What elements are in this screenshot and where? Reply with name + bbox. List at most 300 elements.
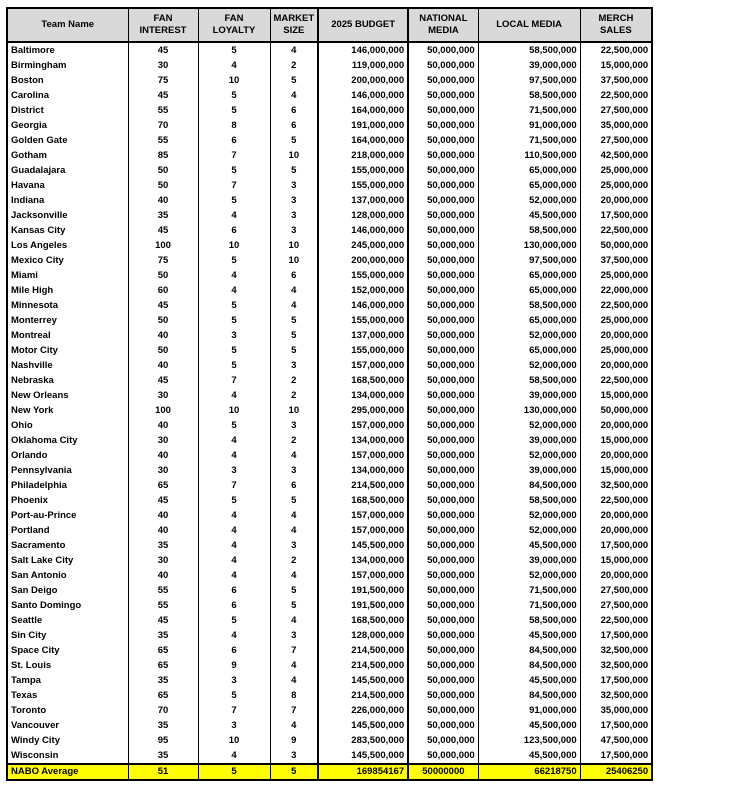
cell-budget: 157,000,000 bbox=[318, 568, 408, 583]
cell-team-name: Nebraska bbox=[11, 374, 54, 386]
cell-fan-loyalty: 4 bbox=[198, 58, 270, 73]
table-row bbox=[7, 358, 652, 373]
cell-local-media: 52,000,000 bbox=[478, 523, 580, 538]
cell-fan-loyalty: 4 bbox=[198, 553, 270, 568]
table-row bbox=[7, 118, 652, 133]
average-budget: 169854167 bbox=[318, 764, 408, 780]
cell-fan-loyalty: 7 bbox=[198, 178, 270, 193]
cell-market-size: 7 bbox=[270, 643, 318, 658]
table-row bbox=[7, 688, 652, 703]
cell-merch-sales: 20,000,000 bbox=[580, 193, 652, 208]
cell-budget: 168,500,000 bbox=[318, 613, 408, 628]
cell-fan-loyalty: 3 bbox=[198, 673, 270, 688]
cell-market-size: 4 bbox=[270, 283, 318, 298]
cell-fan-interest: 40 bbox=[128, 358, 198, 373]
cell-merch-sales: 15,000,000 bbox=[580, 388, 652, 403]
cell-fan-interest: 30 bbox=[128, 388, 198, 403]
cell-national-media: 50,000,000 bbox=[408, 73, 478, 88]
cell-market-size: 4 bbox=[270, 568, 318, 583]
table-row bbox=[7, 523, 652, 538]
table-row bbox=[7, 133, 652, 148]
cell-fan-interest: 65 bbox=[128, 688, 198, 703]
table-row bbox=[7, 343, 652, 358]
cell-fan-interest: 30 bbox=[128, 433, 198, 448]
cell-national-media: 50,000,000 bbox=[408, 613, 478, 628]
cell-fan-interest: 45 bbox=[128, 493, 198, 508]
cell-team-name: Space City bbox=[11, 644, 60, 656]
cell-local-media: 110,500,000 bbox=[478, 148, 580, 163]
cell-market-size: 5 bbox=[270, 493, 318, 508]
cell-team-name: Georgia bbox=[11, 119, 47, 131]
cell-market-size: 4 bbox=[270, 508, 318, 523]
cell-fan-loyalty: 7 bbox=[198, 703, 270, 718]
table-row bbox=[7, 463, 652, 478]
cell-fan-loyalty: 6 bbox=[198, 133, 270, 148]
cell-national-media: 50,000,000 bbox=[408, 358, 478, 373]
table-row bbox=[7, 748, 652, 764]
cell-merch-sales: 17,500,000 bbox=[580, 748, 652, 764]
cell-budget: 214,500,000 bbox=[318, 478, 408, 493]
cell-local-media: 52,000,000 bbox=[478, 358, 580, 373]
cell-local-media: 130,000,000 bbox=[478, 238, 580, 253]
cell-fan-interest: 35 bbox=[128, 748, 198, 764]
cell-national-media: 50,000,000 bbox=[408, 283, 478, 298]
cell-team-name: District bbox=[11, 104, 44, 116]
cell-fan-loyalty: 4 bbox=[198, 388, 270, 403]
cell-fan-interest: 40 bbox=[128, 523, 198, 538]
cell-fan-interest: 35 bbox=[128, 628, 198, 643]
cell-team-name: Sacramento bbox=[11, 539, 66, 551]
cell-merch-sales: 50,000,000 bbox=[580, 238, 652, 253]
cell-budget: 146,000,000 bbox=[318, 223, 408, 238]
cell-merch-sales: 25,000,000 bbox=[580, 163, 652, 178]
cell-local-media: 84,500,000 bbox=[478, 688, 580, 703]
cell-fan-interest: 100 bbox=[128, 403, 198, 418]
cell-market-size: 3 bbox=[270, 193, 318, 208]
cell-local-media: 84,500,000 bbox=[478, 643, 580, 658]
cell-budget: 200,000,000 bbox=[318, 73, 408, 88]
cell-team-name: San Deigo bbox=[11, 584, 58, 596]
cell-local-media: 58,500,000 bbox=[478, 42, 580, 58]
cell-budget: 155,000,000 bbox=[318, 343, 408, 358]
cell-market-size: 5 bbox=[270, 133, 318, 148]
cell-national-media: 50,000,000 bbox=[408, 343, 478, 358]
cell-team-name: Baltimore bbox=[11, 44, 55, 56]
cell-fan-interest: 65 bbox=[128, 658, 198, 673]
cell-merch-sales: 15,000,000 bbox=[580, 58, 652, 73]
cell-fan-loyalty: 9 bbox=[198, 658, 270, 673]
table-row bbox=[7, 613, 652, 628]
cell-merch-sales: 22,500,000 bbox=[580, 373, 652, 388]
cell-team-name: Carolina bbox=[11, 89, 50, 101]
header-merch-sales: MERCH SALES bbox=[580, 8, 652, 42]
cell-national-media: 50,000,000 bbox=[408, 298, 478, 313]
cell-national-media: 50,000,000 bbox=[408, 748, 478, 764]
cell-local-media: 58,500,000 bbox=[478, 88, 580, 103]
average-fan-loyalty: 5 bbox=[198, 764, 270, 780]
cell-fan-interest: 45 bbox=[128, 373, 198, 388]
cell-budget: 146,000,000 bbox=[318, 88, 408, 103]
cell-market-size: 8 bbox=[270, 688, 318, 703]
cell-budget: 155,000,000 bbox=[318, 163, 408, 178]
cell-team-name: New Orleans bbox=[11, 389, 69, 401]
cell-fan-interest: 45 bbox=[128, 88, 198, 103]
cell-merch-sales: 22,500,000 bbox=[580, 88, 652, 103]
cell-local-media: 52,000,000 bbox=[478, 418, 580, 433]
cell-budget: 168,500,000 bbox=[318, 493, 408, 508]
cell-market-size: 3 bbox=[270, 748, 318, 764]
table-row bbox=[7, 718, 652, 733]
cell-merch-sales: 15,000,000 bbox=[580, 553, 652, 568]
table-row bbox=[7, 283, 652, 298]
cell-market-size: 4 bbox=[270, 523, 318, 538]
table-row bbox=[7, 42, 652, 58]
cell-merch-sales: 32,500,000 bbox=[580, 658, 652, 673]
average-label: NABO Average bbox=[7, 764, 128, 780]
cell-market-size: 2 bbox=[270, 553, 318, 568]
cell-fan-loyalty: 5 bbox=[198, 88, 270, 103]
cell-team-name: Indiana bbox=[11, 194, 45, 206]
cell-fan-interest: 50 bbox=[128, 313, 198, 328]
cell-local-media: 123,500,000 bbox=[478, 733, 580, 748]
cell-national-media: 50,000,000 bbox=[408, 508, 478, 523]
cell-budget: 145,500,000 bbox=[318, 748, 408, 764]
cell-team-name: Guadalajara bbox=[11, 164, 66, 176]
cell-budget: 119,000,000 bbox=[318, 58, 408, 73]
cell-team-name: Mexico City bbox=[11, 254, 64, 266]
cell-fan-interest: 40 bbox=[128, 328, 198, 343]
cell-team-name: Sin City bbox=[11, 629, 47, 641]
cell-budget: 152,000,000 bbox=[318, 283, 408, 298]
cell-local-media: 65,000,000 bbox=[478, 268, 580, 283]
cell-national-media: 50,000,000 bbox=[408, 628, 478, 643]
cell-budget: 157,000,000 bbox=[318, 448, 408, 463]
cell-national-media: 50,000,000 bbox=[408, 88, 478, 103]
cell-budget: 134,000,000 bbox=[318, 388, 408, 403]
table-row bbox=[7, 373, 652, 388]
cell-market-size: 3 bbox=[270, 628, 318, 643]
cell-fan-loyalty: 4 bbox=[198, 268, 270, 283]
cell-market-size: 5 bbox=[270, 583, 318, 598]
cell-merch-sales: 25,000,000 bbox=[580, 313, 652, 328]
cell-budget: 137,000,000 bbox=[318, 328, 408, 343]
cell-merch-sales: 22,500,000 bbox=[580, 613, 652, 628]
cell-fan-interest: 35 bbox=[128, 538, 198, 553]
cell-national-media: 50,000,000 bbox=[408, 238, 478, 253]
cell-fan-loyalty: 4 bbox=[198, 748, 270, 764]
table-row bbox=[7, 628, 652, 643]
cell-local-media: 84,500,000 bbox=[478, 658, 580, 673]
cell-budget: 245,000,000 bbox=[318, 238, 408, 253]
cell-budget: 134,000,000 bbox=[318, 553, 408, 568]
cell-team-name: Birmingham bbox=[11, 59, 67, 71]
cell-national-media: 50,000,000 bbox=[408, 223, 478, 238]
average-merch-sales: 25406250 bbox=[580, 764, 652, 780]
table-row bbox=[7, 268, 652, 283]
cell-national-media: 50,000,000 bbox=[408, 133, 478, 148]
cell-national-media: 50,000,000 bbox=[408, 523, 478, 538]
cell-national-media: 50,000,000 bbox=[408, 553, 478, 568]
table-row bbox=[7, 493, 652, 508]
table-row bbox=[7, 643, 652, 658]
cell-team-name: Tampa bbox=[11, 674, 41, 686]
cell-fan-interest: 30 bbox=[128, 58, 198, 73]
cell-fan-interest: 65 bbox=[128, 643, 198, 658]
cell-merch-sales: 20,000,000 bbox=[580, 448, 652, 463]
cell-fan-loyalty: 4 bbox=[198, 628, 270, 643]
cell-fan-loyalty: 6 bbox=[198, 598, 270, 613]
cell-budget: 145,500,000 bbox=[318, 538, 408, 553]
cell-team-name: Gotham bbox=[11, 149, 47, 161]
cell-local-media: 71,500,000 bbox=[478, 133, 580, 148]
cell-merch-sales: 27,500,000 bbox=[580, 103, 652, 118]
cell-budget: 155,000,000 bbox=[318, 178, 408, 193]
cell-local-media: 65,000,000 bbox=[478, 313, 580, 328]
cell-local-media: 130,000,000 bbox=[478, 403, 580, 418]
cell-local-media: 45,500,000 bbox=[478, 628, 580, 643]
cell-national-media: 50,000,000 bbox=[408, 673, 478, 688]
table-row bbox=[7, 253, 652, 268]
cell-budget: 295,000,000 bbox=[318, 403, 408, 418]
table-row bbox=[7, 208, 652, 223]
cell-merch-sales: 32,500,000 bbox=[580, 643, 652, 658]
cell-budget: 146,000,000 bbox=[318, 298, 408, 313]
cell-team-name: Phoenix bbox=[11, 494, 48, 506]
cell-budget: 214,500,000 bbox=[318, 643, 408, 658]
cell-team-name: Havana bbox=[11, 179, 45, 191]
cell-fan-interest: 55 bbox=[128, 583, 198, 598]
cell-merch-sales: 37,500,000 bbox=[580, 73, 652, 88]
cell-market-size: 5 bbox=[270, 163, 318, 178]
cell-fan-interest: 100 bbox=[128, 238, 198, 253]
table-row bbox=[7, 448, 652, 463]
cell-fan-interest: 35 bbox=[128, 673, 198, 688]
cell-market-size: 6 bbox=[270, 268, 318, 283]
cell-budget: 134,000,000 bbox=[318, 463, 408, 478]
cell-market-size: 6 bbox=[270, 103, 318, 118]
header-national-media: NATIONAL MEDIA bbox=[408, 8, 478, 42]
cell-national-media: 50,000,000 bbox=[408, 493, 478, 508]
cell-team-name: Miami bbox=[11, 269, 38, 281]
cell-market-size: 3 bbox=[270, 178, 318, 193]
table-row bbox=[7, 103, 652, 118]
cell-market-size: 6 bbox=[270, 118, 318, 133]
header-budget: 2025 BUDGET bbox=[318, 8, 408, 42]
table-row bbox=[7, 73, 652, 88]
cell-budget: 214,500,000 bbox=[318, 658, 408, 673]
cell-merch-sales: 27,500,000 bbox=[580, 583, 652, 598]
cell-local-media: 45,500,000 bbox=[478, 208, 580, 223]
cell-national-media: 50,000,000 bbox=[408, 328, 478, 343]
cell-fan-interest: 75 bbox=[128, 73, 198, 88]
cell-market-size: 3 bbox=[270, 208, 318, 223]
cell-team-name: Minnesota bbox=[11, 299, 58, 311]
cell-budget: 168,500,000 bbox=[318, 373, 408, 388]
cell-fan-loyalty: 6 bbox=[198, 583, 270, 598]
cell-fan-interest: 75 bbox=[128, 253, 198, 268]
cell-local-media: 71,500,000 bbox=[478, 598, 580, 613]
cell-budget: 137,000,000 bbox=[318, 193, 408, 208]
cell-fan-loyalty: 5 bbox=[198, 163, 270, 178]
cell-budget: 191,500,000 bbox=[318, 598, 408, 613]
cell-fan-interest: 55 bbox=[128, 103, 198, 118]
cell-team-name: Seattle bbox=[11, 614, 43, 626]
cell-fan-interest: 40 bbox=[128, 508, 198, 523]
cell-fan-interest: 50 bbox=[128, 178, 198, 193]
cell-local-media: 45,500,000 bbox=[478, 718, 580, 733]
cell-market-size: 5 bbox=[270, 343, 318, 358]
cell-merch-sales: 22,500,000 bbox=[580, 42, 652, 58]
cell-national-media: 50,000,000 bbox=[408, 148, 478, 163]
cell-local-media: 52,000,000 bbox=[478, 193, 580, 208]
table-row bbox=[7, 298, 652, 313]
table-row bbox=[7, 733, 652, 748]
cell-merch-sales: 20,000,000 bbox=[580, 508, 652, 523]
cell-national-media: 50,000,000 bbox=[408, 418, 478, 433]
cell-local-media: 58,500,000 bbox=[478, 493, 580, 508]
cell-market-size: 10 bbox=[270, 403, 318, 418]
table-row bbox=[7, 238, 652, 253]
cell-local-media: 58,500,000 bbox=[478, 373, 580, 388]
cell-market-size: 4 bbox=[270, 658, 318, 673]
cell-fan-loyalty: 5 bbox=[198, 343, 270, 358]
cell-fan-loyalty: 4 bbox=[198, 568, 270, 583]
cell-national-media: 50,000,000 bbox=[408, 178, 478, 193]
cell-local-media: 39,000,000 bbox=[478, 553, 580, 568]
cell-fan-loyalty: 5 bbox=[198, 42, 270, 58]
table-row bbox=[7, 313, 652, 328]
cell-market-size: 4 bbox=[270, 42, 318, 58]
cell-market-size: 6 bbox=[270, 478, 318, 493]
cell-budget: 157,000,000 bbox=[318, 418, 408, 433]
cell-market-size: 5 bbox=[270, 73, 318, 88]
cell-team-name: Windy City bbox=[11, 734, 60, 746]
table-row bbox=[7, 328, 652, 343]
cell-merch-sales: 20,000,000 bbox=[580, 328, 652, 343]
cell-market-size: 2 bbox=[270, 388, 318, 403]
cell-fan-loyalty: 10 bbox=[198, 238, 270, 253]
cell-fan-loyalty: 5 bbox=[198, 493, 270, 508]
cell-fan-loyalty: 5 bbox=[198, 688, 270, 703]
cell-merch-sales: 50,000,000 bbox=[580, 403, 652, 418]
cell-fan-interest: 40 bbox=[128, 448, 198, 463]
cell-budget: 157,000,000 bbox=[318, 508, 408, 523]
table-row bbox=[7, 703, 652, 718]
cell-fan-interest: 70 bbox=[128, 118, 198, 133]
cell-local-media: 39,000,000 bbox=[478, 463, 580, 478]
cell-team-name: Pennsylvania bbox=[11, 464, 72, 476]
cell-fan-loyalty: 4 bbox=[198, 208, 270, 223]
cell-budget: 157,000,000 bbox=[318, 523, 408, 538]
cell-merch-sales: 17,500,000 bbox=[580, 718, 652, 733]
cell-fan-interest: 35 bbox=[128, 718, 198, 733]
cell-national-media: 50,000,000 bbox=[408, 583, 478, 598]
cell-merch-sales: 25,000,000 bbox=[580, 178, 652, 193]
cell-market-size: 10 bbox=[270, 148, 318, 163]
cell-fan-loyalty: 5 bbox=[198, 298, 270, 313]
cell-team-name: Texas bbox=[11, 689, 38, 701]
cell-local-media: 97,500,000 bbox=[478, 253, 580, 268]
cell-local-media: 97,500,000 bbox=[478, 73, 580, 88]
table-row bbox=[7, 223, 652, 238]
cell-national-media: 50,000,000 bbox=[408, 253, 478, 268]
cell-national-media: 50,000,000 bbox=[408, 463, 478, 478]
team-budget-table bbox=[6, 7, 653, 781]
cell-national-media: 50,000,000 bbox=[408, 598, 478, 613]
cell-market-size: 4 bbox=[270, 673, 318, 688]
cell-fan-loyalty: 6 bbox=[198, 643, 270, 658]
cell-national-media: 50,000,000 bbox=[408, 568, 478, 583]
header-team-name: Team Name bbox=[7, 8, 128, 42]
cell-merch-sales: 20,000,000 bbox=[580, 358, 652, 373]
cell-team-name: San Antonio bbox=[11, 569, 67, 581]
cell-market-size: 2 bbox=[270, 433, 318, 448]
cell-budget: 128,000,000 bbox=[318, 628, 408, 643]
cell-merch-sales: 22,000,000 bbox=[580, 283, 652, 298]
cell-team-name: Salt Lake City bbox=[11, 554, 74, 566]
cell-team-name: Boston bbox=[11, 74, 44, 86]
cell-budget: 214,500,000 bbox=[318, 688, 408, 703]
cell-market-size: 3 bbox=[270, 418, 318, 433]
cell-fan-loyalty: 7 bbox=[198, 373, 270, 388]
cell-market-size: 2 bbox=[270, 58, 318, 73]
cell-team-name: Port-au-Prince bbox=[11, 509, 77, 521]
table-row bbox=[7, 508, 652, 523]
cell-fan-interest: 45 bbox=[128, 298, 198, 313]
cell-national-media: 50,000,000 bbox=[408, 688, 478, 703]
cell-national-media: 50,000,000 bbox=[408, 703, 478, 718]
cell-team-name: St. Louis bbox=[11, 659, 52, 671]
cell-team-name: New York bbox=[11, 404, 54, 416]
cell-merch-sales: 22,500,000 bbox=[580, 223, 652, 238]
cell-local-media: 71,500,000 bbox=[478, 583, 580, 598]
cell-budget: 128,000,000 bbox=[318, 208, 408, 223]
cell-fan-interest: 50 bbox=[128, 343, 198, 358]
cell-fan-interest: 65 bbox=[128, 478, 198, 493]
cell-merch-sales: 20,000,000 bbox=[580, 523, 652, 538]
cell-fan-loyalty: 4 bbox=[198, 448, 270, 463]
cell-national-media: 50,000,000 bbox=[408, 388, 478, 403]
cell-market-size: 4 bbox=[270, 298, 318, 313]
cell-fan-interest: 60 bbox=[128, 283, 198, 298]
cell-budget: 226,000,000 bbox=[318, 703, 408, 718]
cell-market-size: 5 bbox=[270, 598, 318, 613]
cell-market-size: 4 bbox=[270, 88, 318, 103]
cell-budget: 145,500,000 bbox=[318, 718, 408, 733]
cell-national-media: 50,000,000 bbox=[408, 448, 478, 463]
cell-market-size: 4 bbox=[270, 718, 318, 733]
cell-fan-interest: 45 bbox=[128, 42, 198, 58]
cell-fan-loyalty: 5 bbox=[198, 613, 270, 628]
cell-local-media: 91,000,000 bbox=[478, 118, 580, 133]
cell-market-size: 5 bbox=[270, 328, 318, 343]
average-local-media: 66218750 bbox=[478, 764, 580, 780]
table-row bbox=[7, 193, 652, 208]
cell-local-media: 58,500,000 bbox=[478, 223, 580, 238]
cell-team-name: Nashville bbox=[11, 359, 53, 371]
cell-local-media: 58,500,000 bbox=[478, 298, 580, 313]
cell-budget: 155,000,000 bbox=[318, 268, 408, 283]
cell-fan-loyalty: 10 bbox=[198, 73, 270, 88]
cell-market-size: 4 bbox=[270, 613, 318, 628]
header-local-media: LOCAL MEDIA bbox=[478, 8, 580, 42]
cell-national-media: 50,000,000 bbox=[408, 478, 478, 493]
cell-team-name: Santo Domingo bbox=[11, 599, 82, 611]
cell-local-media: 71,500,000 bbox=[478, 103, 580, 118]
cell-team-name: Monterrey bbox=[11, 314, 57, 326]
cell-national-media: 50,000,000 bbox=[408, 193, 478, 208]
cell-team-name: Montreal bbox=[11, 329, 51, 341]
